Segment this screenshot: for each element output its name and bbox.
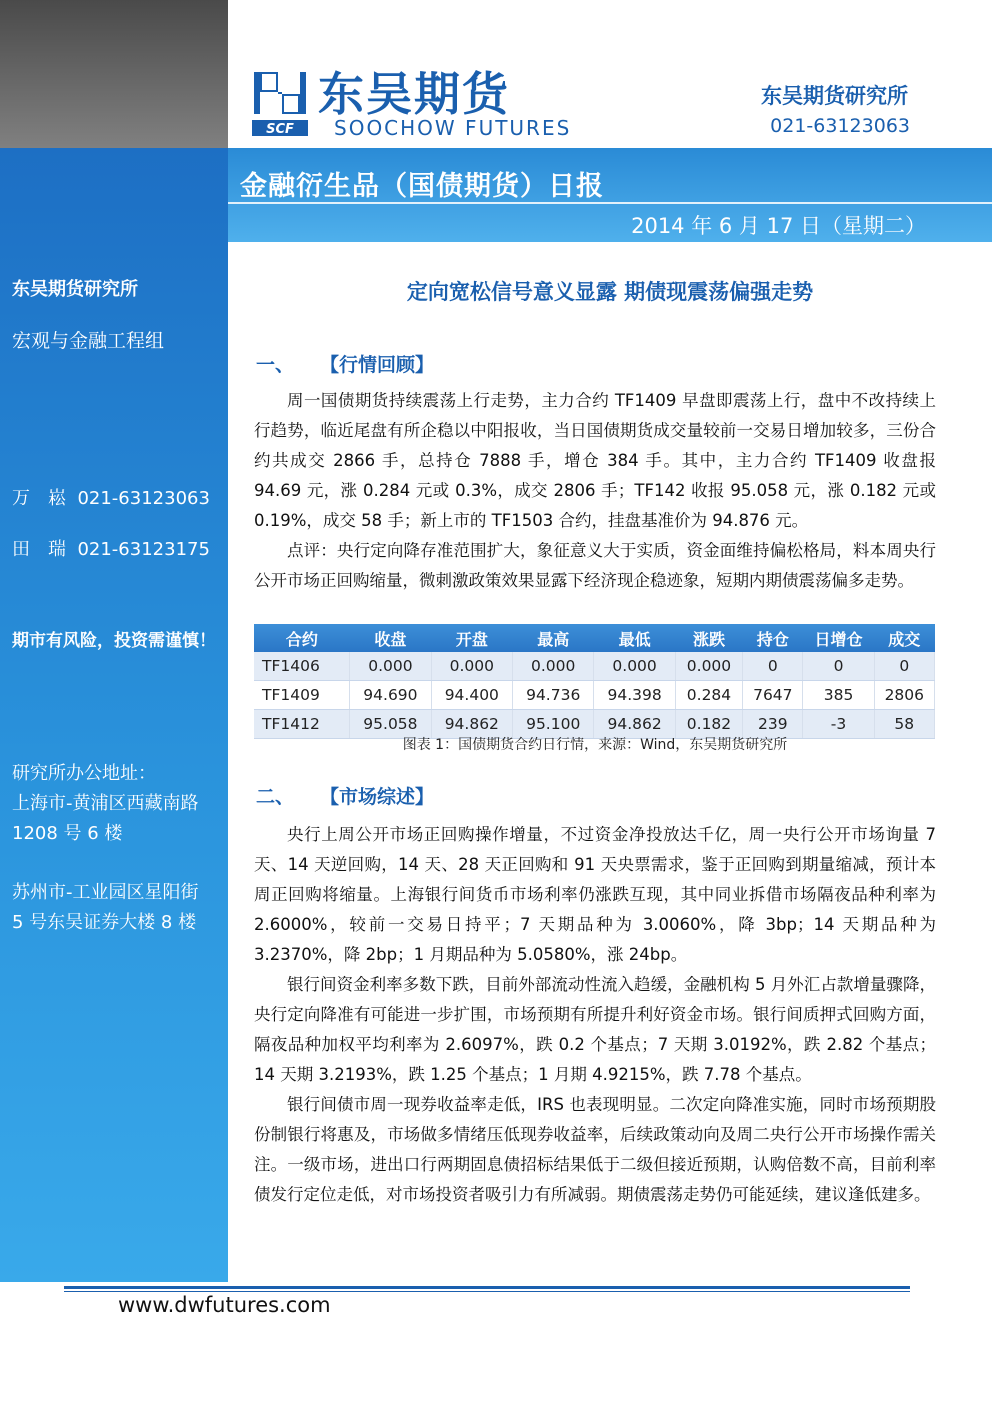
contact-name: 万 崧 bbox=[12, 488, 66, 509]
table-cell: 0.000 bbox=[675, 652, 742, 681]
section-title: 【市场综述】 bbox=[320, 786, 435, 808]
paragraph: 银行间资金利率多数下跌，目前外部流动性流入趋缓，金融机构 5 月外汇占款增量骤降，央行定向降准有可能进一步扩围，市场预期有所提升利好资金市场。银行间质押式回购方面，隔夜品种加权平均利率为 2.6097%，跌 0.2 个基点；7 天期 3.0192%，跌 2.82 个基点；14 天期 3.2193%，跌 1.25 个基点；1 月期 4.9215%，跌 7.78 个基点。 bbox=[254, 975, 936, 1084]
paragraph: 周一国债期货持续震荡上行走势，主力合约 TF1409 早盘即震荡上行，盘中不改持续上行趋势，临近尾盘有所企稳以中阳报收，当日国债期货成交量较前一交易日增加较多，三份合约共成交 2866 手，总持仓 7888 手，增仓 384 手。其中，主力合约 TF1409 收盘报 94.69 元，涨 0.284 元或 0.3%，成交 2806 手；TF142 收报 95.058 元，涨 0.182 元或 0.19%，成交 58 手；新上市的 TF1503 合约，挂盘基准价为 94.876 元。 bbox=[254, 391, 936, 530]
footer-divider bbox=[64, 1286, 910, 1289]
quotes-table bbox=[254, 624, 935, 739]
table-cell: 0.182 bbox=[675, 710, 742, 739]
table-cell: 0.000 bbox=[594, 652, 675, 681]
table-cell: 94.736 bbox=[513, 681, 594, 710]
paragraph: 银行间债市周一现券收益率走低，IRS 也表现明显。二次定向降准实施，同时市场预期股份制银行将惠及，市场做多情绪压低现券收益率，后续政策动向及周二央行公开市场操作需关注。一级市场，进出口行两期固息债招标结果低于二级但接近预期，认购倍数不高，目前利率债发行定位走低，对市场投资者吸引力有所减弱。期债震荡走势仍可能延续，建议逢低建多。 bbox=[254, 1095, 936, 1204]
sidebar-contact-1 bbox=[12, 484, 210, 510]
column-header: 合约 bbox=[254, 624, 350, 652]
table-cell: 2806 bbox=[874, 681, 934, 710]
table-cell: 0.284 bbox=[675, 681, 742, 710]
report-date: 2014 年 6 月 17 日（星期二） bbox=[631, 214, 926, 238]
address-suzhou-line1: 苏州市-工业园区星阳街 bbox=[12, 882, 199, 903]
logo-chinese-name: 东吴期货 bbox=[318, 67, 510, 121]
table-cell: TF1406 bbox=[254, 652, 350, 681]
table-cell: 0.000 bbox=[431, 652, 512, 681]
column-header: 最高 bbox=[513, 624, 594, 652]
table-cell: 0.000 bbox=[513, 652, 594, 681]
company-logo bbox=[248, 60, 578, 140]
table-cell: 94.862 bbox=[431, 710, 512, 739]
header-phone: 021-63123063 bbox=[770, 115, 910, 137]
table-cell: 95.058 bbox=[350, 710, 431, 739]
table-row bbox=[254, 652, 935, 681]
column-header: 涨跌 bbox=[675, 624, 742, 652]
address-suzhou-line2: 5 号东吴证券大楼 8 楼 bbox=[12, 912, 197, 933]
paragraph: 点评：央行定向降存准范围扩大，象征意义大于实质，资金面维持偏松格局，料本周央行公开市场正回购缩量，微刺激政策效果显露下经济现企稳迹象，短期内期债震荡偏多走势。 bbox=[254, 541, 936, 590]
address-label: 研究所办公地址： bbox=[12, 763, 156, 784]
market-review-body bbox=[254, 386, 936, 596]
table-cell: 58 bbox=[874, 710, 934, 739]
column-header: 成交 bbox=[874, 624, 934, 652]
table-cell: TF1409 bbox=[254, 681, 350, 710]
website-link[interactable]: www.dwfutures.com bbox=[118, 1293, 331, 1317]
section-number: 一、 bbox=[256, 354, 295, 376]
table-row bbox=[254, 681, 935, 710]
column-header: 开盘 bbox=[431, 624, 512, 652]
document-title: 定向宽松信号意义显露 期债现震荡偏强走势 bbox=[406, 280, 814, 304]
table-cell: 7647 bbox=[743, 681, 803, 710]
table-cell: 94.400 bbox=[431, 681, 512, 710]
table-cell: 0 bbox=[874, 652, 934, 681]
table-cell: TF1412 bbox=[254, 710, 350, 739]
table-cell: 0.000 bbox=[350, 652, 431, 681]
header-org-name: 东吴期货研究所 bbox=[761, 84, 908, 108]
paragraph: 央行上周公开市场正回购操作增量，不过资金净投放达千亿，周一央行公开市场询量 7 天、14 天逆回购，14 天、28 天正回购和 91 天央票需求，鉴于正回购到期量缩减，预计本周正回购将缩量。上海银行间货币市场利率仍涨跌互现，其中同业拆借市场隔夜品种利率为 2.6000%，较前一交易日持平；7 天期品种为 3.0060%，降 3bp；14 天期品种为 3.2370%，降 2bp；1 月期品种为 5.0580%，涨 24bp。 bbox=[254, 825, 936, 964]
table-cell: 95.100 bbox=[513, 710, 594, 739]
table-cell: 0 bbox=[803, 652, 874, 681]
sidebar-contact-2 bbox=[12, 535, 210, 561]
svg-text:SCF: SCF bbox=[266, 122, 294, 137]
table-cell: 385 bbox=[803, 681, 874, 710]
section-heading-market-review bbox=[256, 350, 434, 377]
table-caption: 图表 1：国债期货合约日行情，来源：Wind，东吴期货研究所 bbox=[402, 737, 788, 753]
sidebar-group: 宏观与金融工程组 bbox=[12, 330, 165, 352]
table-cell: 94.398 bbox=[594, 681, 675, 710]
contact-name: 田 瑞 bbox=[12, 539, 66, 560]
sidebar-panel bbox=[0, 148, 228, 1282]
sidebar-top-panel bbox=[0, 0, 228, 148]
table-cell: 239 bbox=[743, 710, 803, 739]
column-header: 收盘 bbox=[350, 624, 431, 652]
scf-logo-icon bbox=[248, 64, 312, 140]
table-cell: 0 bbox=[743, 652, 803, 681]
logo-english-name: SOOCHOW FUTURES bbox=[334, 116, 572, 140]
table-cell: 94.690 bbox=[350, 681, 431, 710]
table-header-row bbox=[254, 624, 935, 652]
contact-phone: 021-63123175 bbox=[77, 539, 210, 560]
column-header: 日增仓 bbox=[803, 624, 874, 652]
address-shanghai-line1: 上海市-黄浦区西藏南路 bbox=[12, 793, 199, 814]
section-number: 二、 bbox=[256, 786, 295, 808]
address-shanghai-line2: 1208 号 6 楼 bbox=[12, 823, 123, 844]
column-header: 最低 bbox=[594, 624, 675, 652]
table-cell: 94.862 bbox=[594, 710, 675, 739]
sidebar-org: 东吴期货研究所 bbox=[12, 279, 138, 300]
market-summary-body bbox=[254, 820, 936, 1210]
column-header: 持仓 bbox=[743, 624, 803, 652]
report-title: 金融衍生品（国债期货）日报 bbox=[240, 171, 604, 202]
section-heading-market-summary bbox=[256, 782, 434, 809]
footer-divider-thin bbox=[64, 1291, 910, 1292]
table-cell: -3 bbox=[803, 710, 874, 739]
risk-warning: 期市有风险，投资需谨慎！ bbox=[12, 631, 216, 651]
section-title: 【行情回顾】 bbox=[320, 354, 435, 376]
contact-phone: 021-63123063 bbox=[77, 488, 210, 509]
